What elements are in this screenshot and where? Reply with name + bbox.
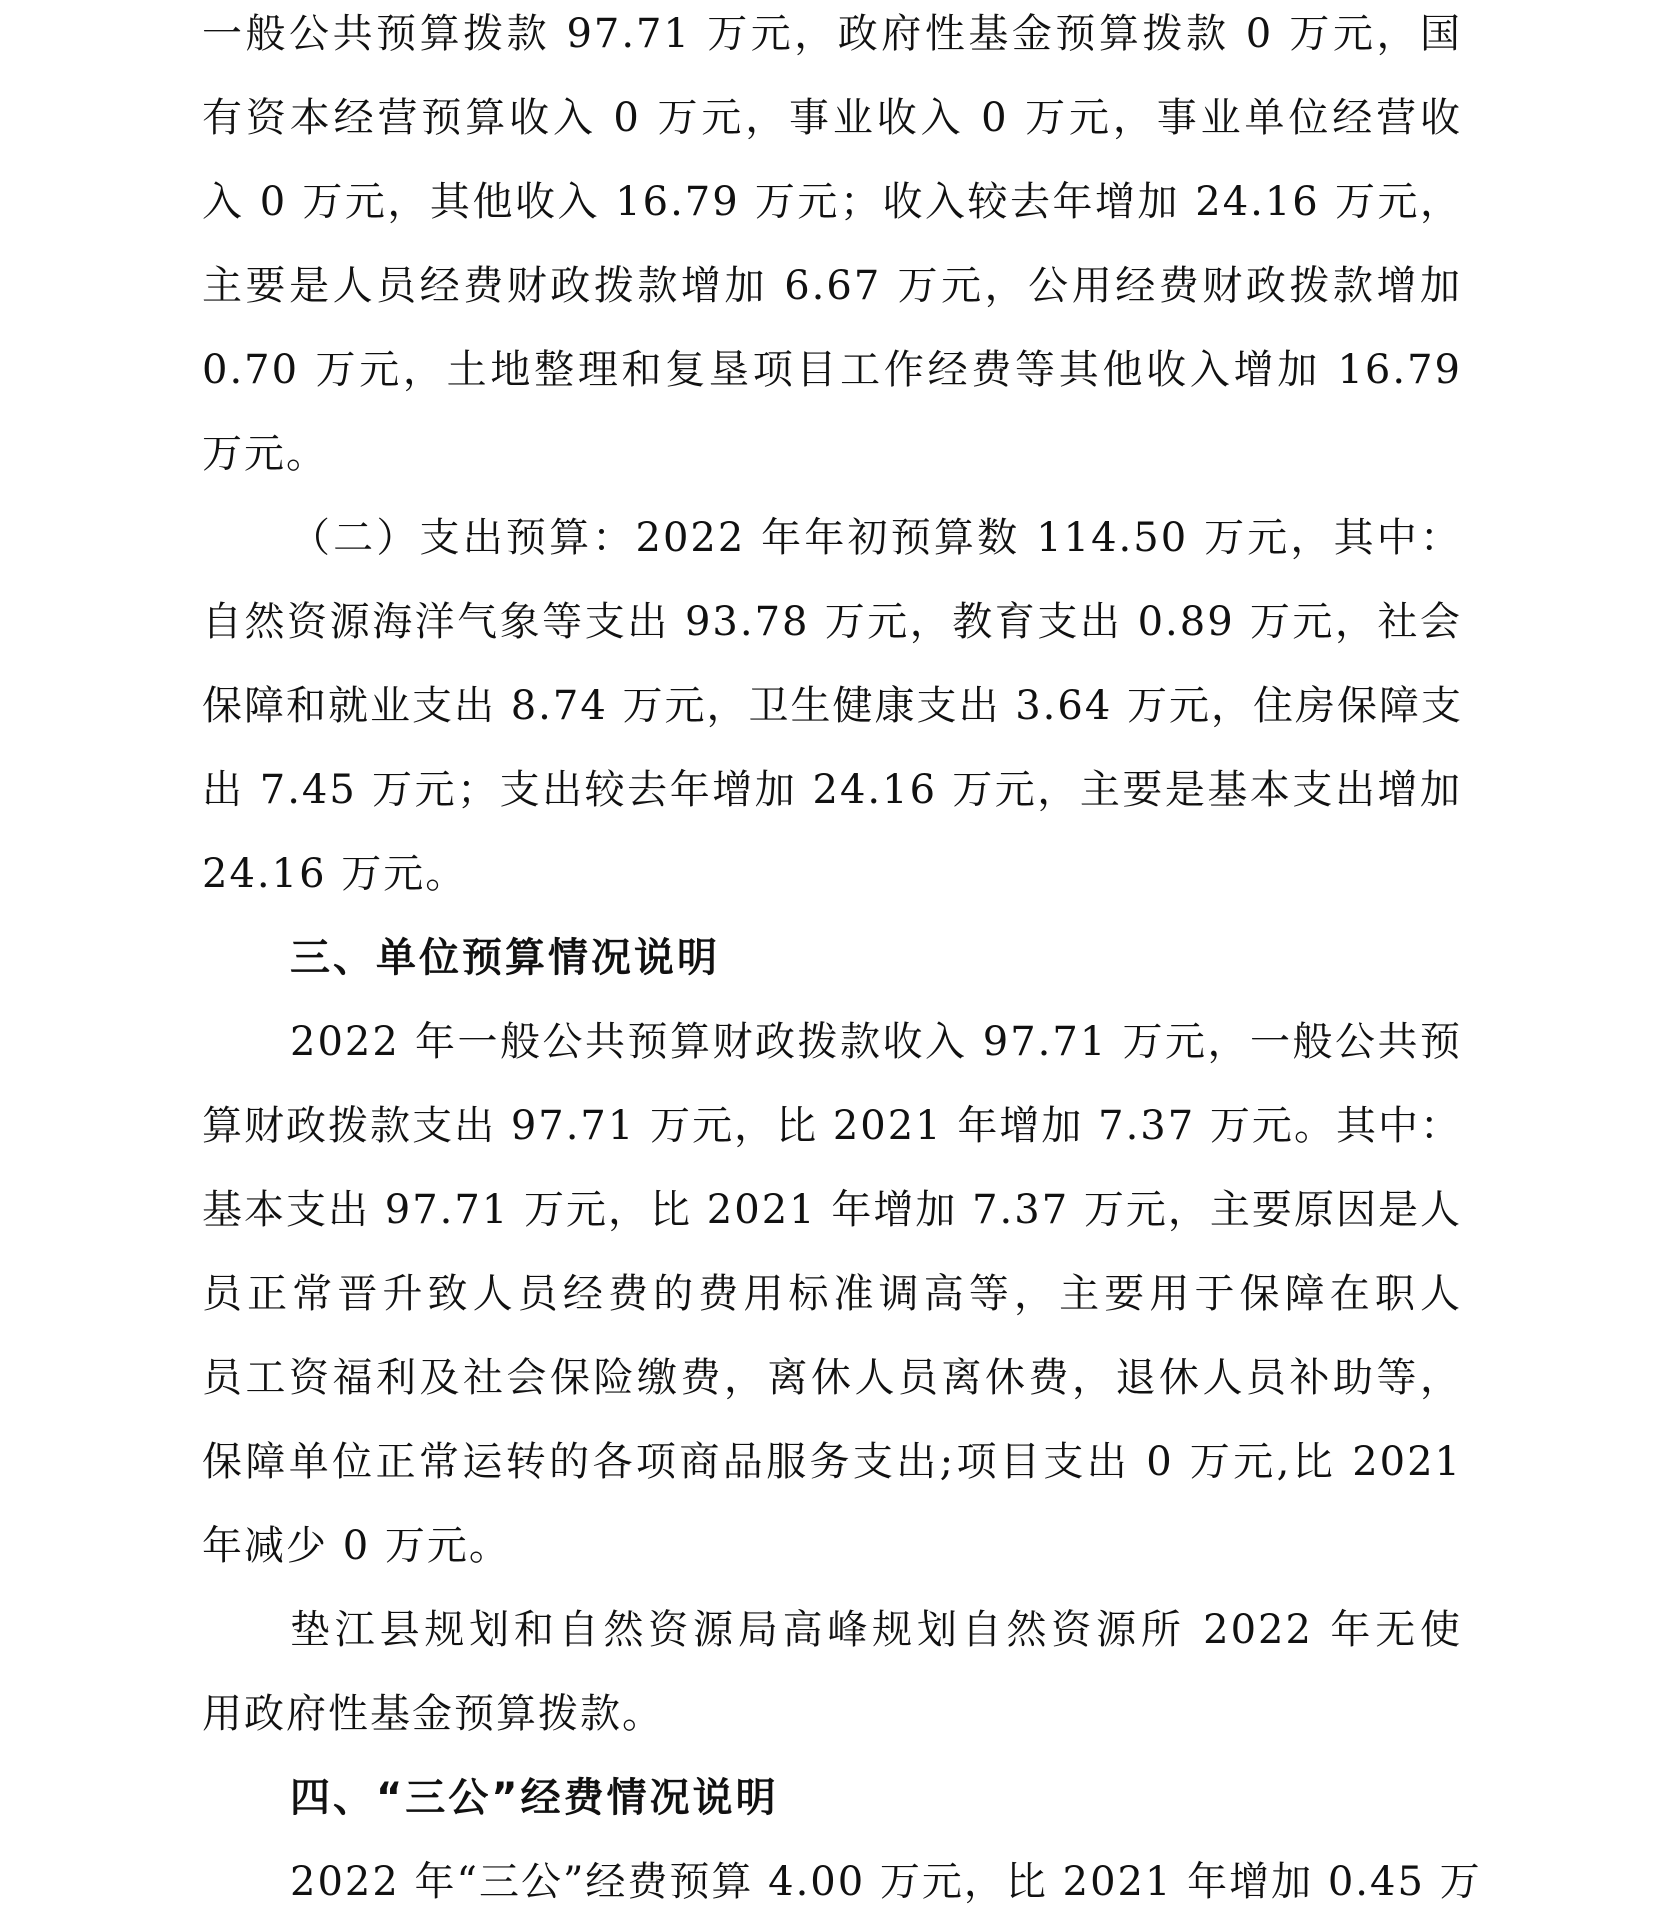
text-line: 万元。 — [202, 431, 328, 477]
text-line: 有资本经营预算收入 0 万元，事业收入 0 万元，事业单位经营收 — [202, 95, 1462, 141]
text-line: 基本支出 97.71 万元，比 2021 年增加 7.37 万元，主要原因是人 — [202, 1187, 1462, 1233]
text-line: 入 0 万元，其他收入 16.79 万元；收入较去年增加 24.16 万元， — [202, 179, 1462, 225]
text-line: 2022 年一般公共预算财政拨款收入 97.71 万元，一般公共预 — [290, 1019, 1462, 1065]
text-line: 主要是人员经费财政拨款增加 6.67 万元，公用经费财政拨款增加 — [202, 263, 1462, 309]
text-line: 一般公共预算拨款 97.71 万元，政府性基金预算拨款 0 万元，国 — [202, 11, 1462, 57]
text-line: 用政府性基金预算拨款。 — [202, 1691, 664, 1737]
text-line: 年减少 0 万元。 — [202, 1523, 511, 1569]
text-line: 垫江县规划和自然资源局高峰规划自然资源所 2022 年无使 — [290, 1607, 1462, 1653]
text-line: 出 7.45 万元；支出较去年增加 24.16 万元，主要是基本支出增加 — [202, 767, 1462, 813]
text-line: 算财政拨款支出 97.71 万元，比 2021 年增加 7.37 万元。其中： — [202, 1103, 1462, 1149]
text-line: 2022 年“三公”经费预算 4.00 万元，比 2021 年增加 0.45 万 — [290, 1859, 1482, 1905]
text-line: 保障和就业支出 8.74 万元，卫生健康支出 3.64 万元，住房保障支 — [202, 683, 1463, 729]
text-line: （二）支出预算：2022 年年初预算数 114.50 万元，其中： — [290, 515, 1462, 561]
text-line: 24.16 万元。 — [202, 851, 468, 897]
text-line: 员正常晋升致人员经费的费用标准调高等，主要用于保障在职人 — [202, 1271, 1462, 1317]
text-line: 0.70 万元，土地整理和复垦项目工作经费等其他收入增加 16.79 — [202, 347, 1462, 393]
text-line: 自然资源海洋气象等支出 93.78 万元，教育支出 0.89 万元，社会 — [202, 599, 1462, 645]
section-heading: 四、“三公”经费情况说明 — [290, 1775, 779, 1821]
text-line: 保障单位正常运转的各项商品服务支出;项目支出 0 万元,比 2021 — [202, 1439, 1462, 1485]
text-line: 员工资福利及社会保险缴费，离休人员离休费，退休人员补助等， — [202, 1355, 1462, 1401]
section-heading: 三、单位预算情况说明 — [290, 935, 720, 981]
